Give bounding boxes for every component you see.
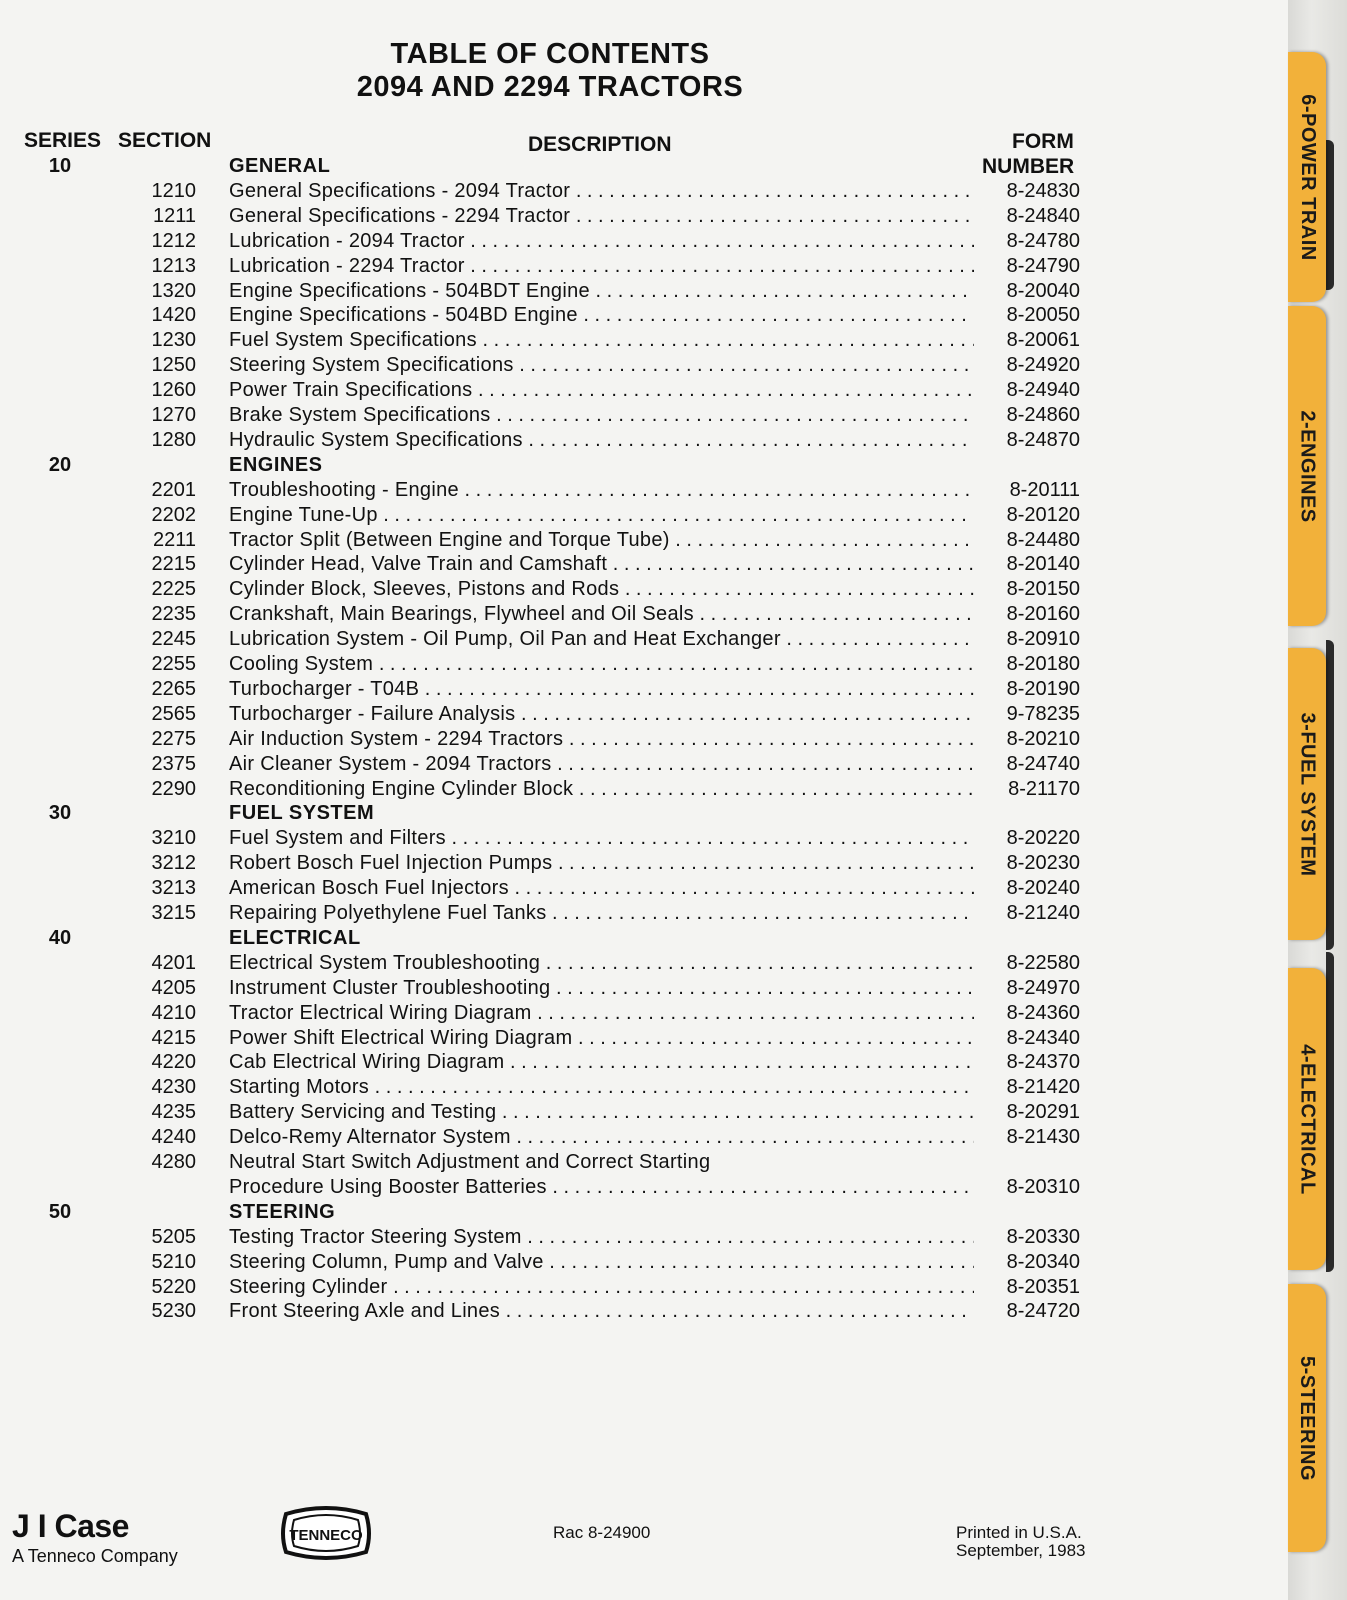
entry-description: Starting Motors . . . (229, 1075, 974, 1100)
section-number: 2290 (151, 778, 196, 800)
tab-steering[interactable] (1288, 1284, 1326, 1552)
form-number: 8-20351 (1006, 1276, 1080, 1298)
toc-entry (0, 826, 1288, 851)
toc-entry (0, 976, 1288, 1001)
form-number: 8-24940 (1006, 379, 1080, 401)
entry-description: Neutral Start Switch Adjustment and Correct Starting (229, 1151, 711, 1173)
form-number: 8-20330 (1006, 1226, 1080, 1248)
entry-description: Turbocharger - T04B . . . (229, 677, 974, 702)
section-number: 1270 (151, 404, 196, 426)
toc-entry (0, 777, 1288, 802)
toc-entry (0, 204, 1288, 229)
form-number: 8-20230 (1006, 852, 1080, 874)
section-number: 5205 (151, 1226, 196, 1248)
series-title: STEERING (229, 1201, 336, 1223)
toc-entry (0, 478, 1288, 503)
toc-entry (0, 279, 1288, 304)
form-number: 8-24830 (1006, 180, 1080, 202)
form-number: 8-21240 (1006, 902, 1080, 924)
jicase-logo: J I Case (12, 1508, 129, 1544)
entry-description: Lubrication - 2294 Tractor . . . (229, 254, 974, 279)
toc-entry (0, 752, 1288, 777)
form-number: 8-20910 (1006, 628, 1080, 650)
form-number: 8-24360 (1006, 1002, 1080, 1024)
toc-series-heading (0, 1200, 1288, 1225)
form-number: 8-24740 (1006, 753, 1080, 775)
form-number: 8-20180 (1006, 653, 1080, 675)
entry-description: Hydraulic System Specifications . . . (229, 428, 974, 453)
form-number: 8-20050 (1006, 304, 1080, 326)
toc-entry (0, 1125, 1288, 1150)
section-number: 2375 (151, 753, 196, 775)
toc-entry (0, 353, 1288, 378)
entry-description: Cab Electrical Wiring Diagram . . . (229, 1050, 974, 1075)
form-number: 8-24790 (1006, 255, 1080, 277)
toc-series-heading (0, 453, 1288, 478)
section-number: 2235 (151, 603, 196, 625)
entry-description: Procedure Using Booster Batteries . . . (229, 1175, 974, 1200)
toc-entry (0, 1150, 1288, 1175)
entry-description: Battery Servicing and Testing . . . (229, 1100, 974, 1125)
section-number: 4235 (151, 1101, 196, 1123)
series-number: 20 (48, 454, 72, 476)
form-number: 8-24720 (1006, 1300, 1080, 1322)
section-number: 2215 (151, 553, 196, 575)
section-number: 3212 (151, 852, 196, 874)
toc-entry (0, 254, 1288, 279)
tenneco-logo-text: TENNECO (289, 1527, 363, 1544)
entry-description: Turbocharger - Failure Analysis . . . (229, 702, 974, 727)
form-number: 8-21170 (1008, 778, 1080, 800)
toc-entry (0, 951, 1288, 976)
entry-description: Engine Tune-Up . . . (229, 503, 974, 528)
section-number: 4240 (151, 1126, 196, 1148)
section-number: 2565 (151, 703, 196, 725)
series-number: 10 (48, 155, 72, 177)
tab-engines-label: 2-ENGINES (1296, 409, 1319, 523)
entry-description: General Specifications - 2094 Tractor . . . (229, 179, 974, 204)
section-number: 1213 (151, 255, 196, 277)
entry-description: Air Cleaner System - 2094 Tractors . . . (229, 752, 974, 777)
section-number: 5210 (151, 1251, 196, 1273)
toc-entry (0, 552, 1288, 577)
form-number: 8-20150 (1006, 578, 1080, 600)
entry-description: Cylinder Head, Valve Train and Camshaft . . . (229, 552, 974, 577)
toc-entry (0, 179, 1288, 204)
section-number: 1260 (151, 379, 196, 401)
toc-entry (0, 677, 1288, 702)
toc-entry (0, 602, 1288, 627)
toc-entry (0, 1050, 1288, 1075)
section-number: 4201 (151, 952, 196, 974)
entry-description: Cylinder Block, Sleeves, Pistons and Rods . . . (229, 577, 974, 602)
form-number: 8-20291 (1006, 1101, 1080, 1123)
toc-entry (0, 1250, 1288, 1275)
section-number: 1250 (151, 354, 196, 376)
section-number: 2255 (151, 653, 196, 675)
section-number: 3215 (151, 902, 196, 924)
entry-description: Lubrication - 2094 Tractor . . . (229, 229, 974, 254)
series-number: 40 (48, 927, 72, 949)
form-number: 8-20111 (1009, 479, 1080, 501)
tab-power-train-label: 6-POWER TRAIN (1296, 93, 1319, 261)
entry-description: Tractor Electrical Wiring Diagram . . . (229, 1001, 974, 1026)
toc-entry (0, 577, 1288, 602)
series-title: GENERAL (229, 155, 331, 177)
entry-description: American Bosch Fuel Injectors . . . (229, 876, 974, 901)
entry-description: Troubleshooting - Engine . . . (229, 478, 974, 503)
form-number: 8-21420 (1006, 1076, 1080, 1098)
entry-description: Electrical System Troubleshooting . . . (229, 951, 974, 976)
section-number: 1280 (151, 429, 196, 451)
toc-entry (0, 1100, 1288, 1125)
title-line-2: 2094 AND 2294 TRACTORS (356, 71, 744, 103)
toc-entry (0, 1299, 1288, 1324)
form-number: 8-20040 (1006, 280, 1080, 302)
entry-description: Lubrication System - Oil Pump, Oil Pan and Heat Exchanger . . . (229, 627, 974, 652)
series-title: ELECTRICAL (229, 927, 361, 949)
entry-description: General Specifications - 2294 Tractor . . . (229, 204, 974, 229)
entry-description: Repairing Polyethylene Fuel Tanks . . . (229, 901, 974, 926)
tab-fuel-system-label: 3-FUEL SYSTEM (1296, 712, 1319, 876)
form-number: 8-24870 (1006, 429, 1080, 451)
form-number: 8-20190 (1006, 678, 1080, 700)
toc-entry (0, 1075, 1288, 1100)
tenneco-logo (280, 1504, 372, 1564)
section-number: 1320 (151, 280, 196, 302)
series-title: FUEL SYSTEM (229, 802, 375, 824)
toc-entry (0, 428, 1288, 453)
rac-number: Rac 8-24900 (553, 1523, 651, 1542)
section-number: 2201 (151, 479, 196, 501)
section-number: 4230 (151, 1076, 196, 1098)
section-number: 4280 (151, 1151, 196, 1173)
section-number: 2245 (151, 628, 196, 650)
section-number: 3213 (151, 877, 196, 899)
form-number: 9-78235 (1006, 703, 1080, 725)
toc-entry (0, 901, 1288, 926)
entry-description: Fuel System and Filters . . . (229, 826, 974, 851)
toc-entry (0, 1225, 1288, 1250)
section-number: 1420 (151, 304, 196, 326)
form-number: 8-20140 (1006, 553, 1080, 575)
toc-entry (0, 229, 1288, 254)
form-number: 8-24970 (1006, 977, 1080, 999)
section-number: 1212 (151, 230, 196, 252)
form-number: 8-24860 (1006, 404, 1080, 426)
tab-steering-label: 5-STEERING (1296, 1355, 1319, 1481)
toc-entry (0, 328, 1288, 353)
form-number: 8-24920 (1006, 354, 1080, 376)
toc-entry (0, 1026, 1288, 1051)
toc-entry (0, 303, 1288, 328)
form-number: 8-20220 (1006, 827, 1080, 849)
entry-description: Air Induction System - 2294 Tractors . . . (229, 727, 974, 752)
header-form: FORM (1012, 130, 1074, 153)
entry-description: Power Shift Electrical Wiring Diagram . . . (229, 1026, 974, 1051)
section-number: 3210 (151, 827, 196, 849)
toc-entry (0, 851, 1288, 876)
entry-description: Fuel System Specifications . . . (229, 328, 974, 353)
series-number: 50 (48, 1201, 72, 1223)
toc-entry (0, 1001, 1288, 1026)
print-date: September, 1983 (956, 1541, 1086, 1560)
series-title: ENGINES (229, 454, 323, 476)
form-number: 8-20120 (1006, 504, 1080, 526)
toc-entry (0, 627, 1288, 652)
section-number: 4205 (151, 977, 196, 999)
title-line-1: TABLE OF CONTENTS (390, 38, 710, 70)
entry-description: Robert Bosch Fuel Injection Pumps . . . (229, 851, 974, 876)
form-number: 8-24780 (1006, 230, 1080, 252)
header-section: SECTION (118, 129, 212, 152)
form-number: 8-20310 (1006, 1176, 1080, 1198)
entry-description: Steering Column, Pump and Valve . . . (229, 1250, 974, 1275)
form-number: 8-20061 (1006, 329, 1080, 351)
section-number: 2225 (151, 578, 196, 600)
section-number: 1230 (151, 329, 196, 351)
entry-description: Cooling System . . . (229, 652, 974, 677)
section-number: 4215 (151, 1027, 196, 1049)
entry-description: Engine Specifications - 504BDT Engine . . . (229, 279, 974, 304)
section-number: 1211 (152, 205, 196, 227)
toc-series-heading (0, 154, 1288, 179)
entry-description: Testing Tractor Steering System . . . (229, 1225, 974, 1250)
tab-divider-shadow (1326, 140, 1334, 290)
header-number: NUMBER (982, 155, 1075, 178)
entry-description: Front Steering Axle and Lines . . . (229, 1299, 974, 1324)
jicase-subtitle: A Tenneco Company (12, 1546, 178, 1566)
form-number: 8-24370 (1006, 1051, 1080, 1073)
entry-description: Reconditioning Engine Cylinder Block . . . (229, 777, 974, 802)
toc-entry (0, 1275, 1288, 1300)
toc-entry (0, 702, 1288, 727)
toc-entry (0, 528, 1288, 553)
entry-description: Tractor Split (Between Engine and Torque Tube) . . . (229, 528, 974, 553)
toc-entry (0, 652, 1288, 677)
form-number: 8-20160 (1006, 603, 1080, 625)
entry-description: Steering System Specifications . . . (229, 353, 974, 378)
form-number: 8-24340 (1006, 1027, 1080, 1049)
entry-description: Power Train Specifications . . . (229, 378, 974, 403)
entry-description: Brake System Specifications . . . (229, 403, 974, 428)
form-number: 8-20340 (1006, 1251, 1080, 1273)
toc-entry (0, 378, 1288, 403)
section-number: 1210 (151, 180, 196, 202)
toc-entry (0, 403, 1288, 428)
header-series: SERIES (24, 129, 102, 152)
form-number: 8-24840 (1006, 205, 1080, 227)
toc-series-heading (0, 926, 1288, 951)
entry-description: Engine Specifications - 504BD Engine . . . (229, 303, 974, 328)
entry-description: Crankshaft, Main Bearings, Flywheel and Oil Seals . . . (229, 602, 974, 627)
form-number: 8-21430 (1006, 1126, 1080, 1148)
form-number: 8-20240 (1006, 877, 1080, 899)
toc-series-heading (0, 801, 1288, 826)
toc-entry (0, 876, 1288, 901)
tab-electrical-label: 4-ELECTRICAL (1296, 1043, 1319, 1195)
toc-entry (0, 1175, 1288, 1200)
form-number: 8-22580 (1006, 952, 1080, 974)
tab-fuel-system[interactable] (1288, 648, 1326, 940)
entry-description: Delco-Remy Alternator System . . . (229, 1125, 974, 1150)
section-number: 2202 (151, 504, 196, 526)
tab-power-train[interactable] (1288, 52, 1326, 302)
entry-description: Steering Cylinder . . . (229, 1275, 974, 1300)
tab-divider-shadow (1326, 952, 1334, 1272)
entry-description: Instrument Cluster Troubleshooting . . . (229, 976, 974, 1001)
section-number: 2211 (152, 529, 196, 551)
series-number: 30 (48, 802, 72, 824)
toc-entry (0, 727, 1288, 752)
tab-divider-shadow (1326, 640, 1334, 950)
form-number: 8-20210 (1006, 728, 1080, 750)
section-number: 2265 (151, 678, 196, 700)
printed-in: Printed in U.S.A. (956, 1523, 1082, 1542)
section-number: 4220 (151, 1051, 196, 1073)
form-number: 8-24480 (1006, 529, 1080, 551)
section-number: 5220 (151, 1276, 196, 1298)
header-description: DESCRIPTION (528, 133, 672, 156)
tab-engines[interactable] (1288, 306, 1326, 626)
section-number: 5230 (151, 1300, 196, 1322)
section-number: 2275 (151, 728, 196, 750)
tab-electrical[interactable] (1288, 968, 1326, 1270)
toc-entry (0, 503, 1288, 528)
section-number: 4210 (151, 1002, 196, 1024)
